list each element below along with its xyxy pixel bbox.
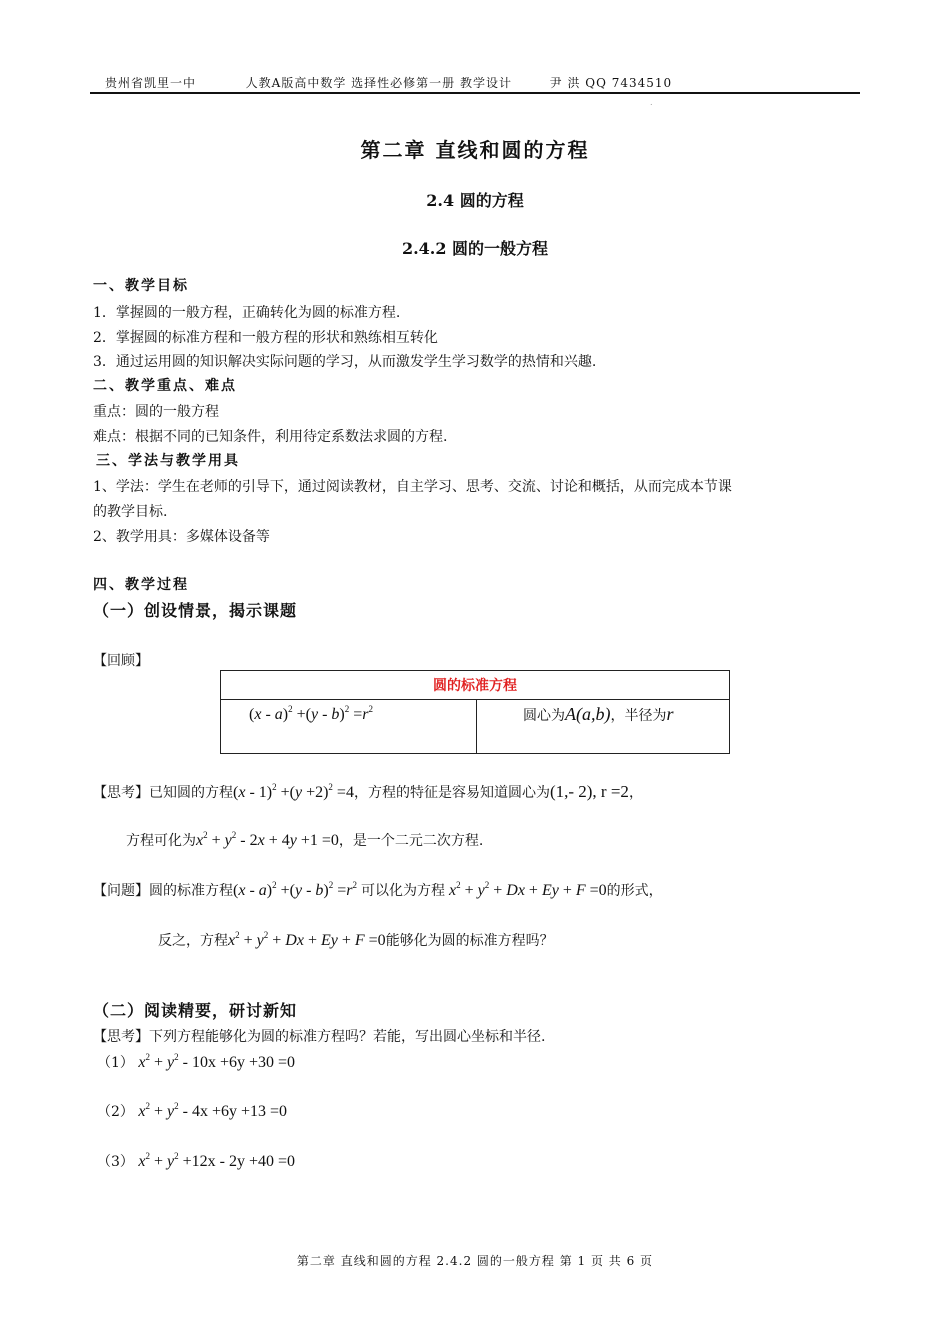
question-line2-a: 反之，方程 xyxy=(158,933,228,949)
exercise-1-num: （1） xyxy=(97,1055,134,1071)
exercise-1-equation: $x^2 + y^2 - 10x +6y +30 =0$ xyxy=(138,1052,296,1071)
question-text-b: 可以化为方程 xyxy=(360,883,445,899)
sec3-line-2: 的教学目标. xyxy=(93,504,168,520)
exercise-3-rest: +12x - 2y +40 =0 xyxy=(182,1153,296,1170)
exercise-2 xyxy=(97,1101,287,1121)
review-label: 【回顾】 xyxy=(93,653,149,669)
exercise-3-num: （3） xyxy=(97,1154,134,1170)
think1-line2-b: ，是一个二元二次方程. xyxy=(338,833,484,849)
question-label: 【问题】 xyxy=(93,883,149,899)
subsection-title: 2.4.2 圆的一般方程 xyxy=(401,239,549,258)
exercise-1-rest: - 10x +6y +30 =0 xyxy=(182,1054,296,1071)
think2-text: 下列方程能够化为圆的标准方程吗？若能，写出圆心坐标和半径. xyxy=(149,1029,546,1045)
sec1-item-3: 3．通过运用圆的知识解决实际问题的学习，从而激发学生学习数学的热情和兴趣. xyxy=(93,354,597,370)
sec2-difficult: 难点：根据不同的已知条件，利用待定系数法求圆的方程. xyxy=(93,429,448,445)
part2-title: （二）阅读精要，研讨新知 xyxy=(93,1001,298,1020)
section-title: 2.4 圆的方程 xyxy=(426,191,524,210)
think1-label: 【思考】 xyxy=(93,785,149,801)
exercise-2-num: （2） xyxy=(97,1104,134,1120)
standard-equation: $(x - a)^2 +(y - b)^2 =r^2$ xyxy=(249,704,373,723)
exercise-1 xyxy=(97,1052,295,1072)
question-general-eq-2: $x^2 + y^2 + Dx + Ey + F =0$ xyxy=(228,930,386,949)
header-school: 贵州省凯里一中 xyxy=(105,76,197,90)
radius-var: r xyxy=(666,704,674,724)
page-footer: 第二章 直线和圆的方程 2.4.2 圆的一般方程 第 1 页 共 6 页 xyxy=(296,1254,654,1268)
sec3-heading: 三、学法与教学用具 xyxy=(96,453,240,469)
page-header xyxy=(105,74,672,91)
think1-text-b: ，方程的特征是容易知道圆心为 xyxy=(353,785,550,801)
radius-prefix: ，半径为 xyxy=(610,708,667,724)
question-line2-b: 能够化为圆的标准方程吗？ xyxy=(385,933,554,949)
exercise-2-rest: - 4x +6y +13 =0 xyxy=(182,1103,288,1120)
exercise-3 xyxy=(97,1151,295,1171)
question-line-1 xyxy=(93,880,663,900)
think1-equation: $(x - 1)^2 +(y +2)^2 =4$ xyxy=(233,782,354,801)
sec2-key: 重点：圆的一般方程 xyxy=(93,404,219,420)
think1-line-1 xyxy=(93,782,643,802)
think1-text-a: 已知圆的方程 xyxy=(149,785,233,801)
question-text-c: 的形式， xyxy=(606,883,663,899)
sec4-heading: 四、教学过程 xyxy=(93,577,189,593)
question-standard-eq: $(x - a)^2 +(y - b)^2 =r^2$ xyxy=(233,880,357,899)
center-prefix: 圆心为 xyxy=(523,708,565,724)
table-header: 圆的标准方程 xyxy=(221,671,730,700)
sec3-line-1: 1、学法：学生在老师的引导下，通过阅读教材，自主学习、思考、交流、讨论和概括，从而完成本节课 xyxy=(93,479,732,495)
exercise-3-equation: $x^2 + y^2 +12x - 2y +40 =0$ xyxy=(138,1151,296,1170)
think2-label: 【思考】 xyxy=(93,1029,149,1045)
exercise-2-equation: $x^2 + y^2 - 4x +6y +13 =0$ xyxy=(138,1101,288,1120)
think1-center: (1,- 2), r =2 xyxy=(549,782,629,801)
part1-title: （一）创设情景，揭示课题 xyxy=(93,601,298,620)
think1-comma: ， xyxy=(628,785,643,801)
question-general-eq: $x^2 + y^2 + Dx + Ey + F =0$ xyxy=(448,880,607,899)
table-center-cell xyxy=(477,700,730,754)
think1-line2-a: 方程可化为 xyxy=(126,833,196,849)
think1-line-2 xyxy=(126,830,483,850)
question-text-a: 圆的标准方程 xyxy=(149,883,233,899)
chapter-title: 第二章 直线和圆的方程 xyxy=(360,138,590,162)
standard-equation-table xyxy=(220,670,730,754)
sec1-heading: 一、教学目标 xyxy=(93,278,189,294)
header-dot: . xyxy=(650,98,653,107)
sec2-heading: 二、教学重点、难点 xyxy=(93,378,237,394)
sec1-item-2: 2．掌握圆的标准方程和一般方程的形状和熟练相互转化 xyxy=(93,330,438,346)
header-rule xyxy=(90,92,860,94)
sec3-line-3: 2、教学用具：多媒体设备等 xyxy=(93,529,270,545)
question-line-2 xyxy=(158,930,554,950)
header-book: 人教A版高中数学 选择性必修第一册 教学设计 xyxy=(245,76,512,90)
table-equation-cell xyxy=(221,700,477,754)
center-point: A(a,b) xyxy=(565,704,611,724)
think2-line xyxy=(93,1026,545,1046)
think1-expanded-equation: $x^2 + y^2 - 2x + 4y +1 =0$ xyxy=(196,830,339,849)
header-author: 尹 洪 QQ 7434510 xyxy=(549,76,673,90)
sec1-item-1: 1．掌握圆的一般方程，正确转化为圆的标准方程. xyxy=(93,305,401,321)
